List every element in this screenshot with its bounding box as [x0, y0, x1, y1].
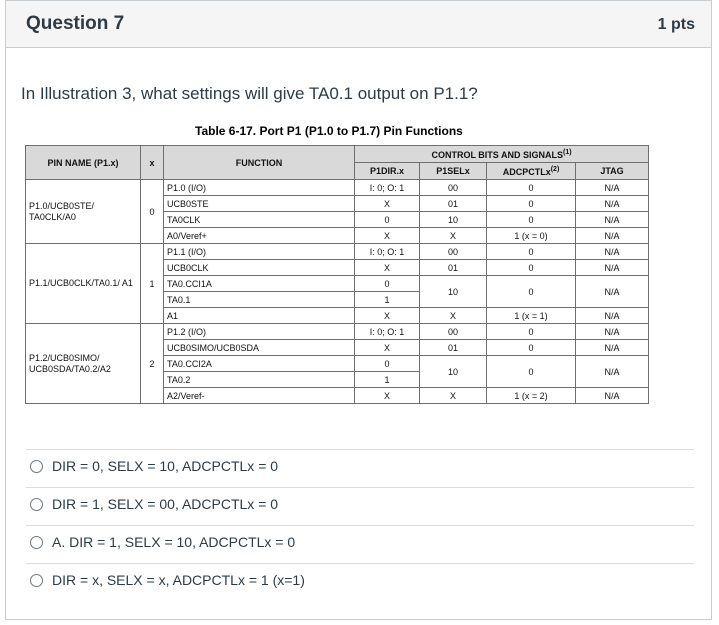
adc-cell: 0	[487, 276, 576, 308]
header-control-bits: CONTROL BITS AND SIGNALS$^{(1)}$	[355, 146, 649, 163]
jtag-cell: N/A	[576, 356, 649, 388]
question-header	[6, 1, 711, 48]
dir-cell: 0	[355, 276, 420, 292]
header-jtag: JTAG	[576, 163, 649, 180]
jtag-cell: N/A	[576, 388, 649, 404]
sel-cell: X	[420, 388, 487, 404]
dir-cell: X	[355, 228, 420, 244]
function-cell: P1.2 (I/O)	[164, 324, 355, 340]
jtag-cell: N/A	[576, 228, 649, 244]
table-caption: Table 6-17. Port P1 (P1.0 to P1.7) Pin Functions	[195, 124, 463, 138]
pin-function-table	[25, 145, 650, 407]
header-x: x	[141, 146, 164, 180]
function-cell: A0/Veref+	[164, 228, 355, 244]
x-cell: 2	[141, 324, 164, 404]
jtag-cell: N/A	[576, 308, 649, 324]
radio-button[interactable]	[30, 460, 43, 473]
sel-cell: 01	[420, 196, 487, 212]
dir-cell: 1	[355, 292, 420, 308]
adc-cell: 0	[487, 260, 576, 276]
jtag-cell: N/A	[576, 180, 649, 196]
answer-option-1[interactable]	[30, 455, 278, 477]
sel-cell: 01	[420, 340, 487, 356]
jtag-cell: N/A	[576, 324, 649, 340]
sel-cell: 00	[420, 324, 487, 340]
adc-cell: 0	[487, 324, 576, 340]
sel-cell: 10	[420, 276, 487, 308]
radio-button[interactable]	[30, 498, 43, 511]
dir-cell: X	[355, 196, 420, 212]
sel-cell: X	[420, 228, 487, 244]
function-cell: UCB0STE	[164, 196, 355, 212]
adc-cell: 0	[487, 244, 576, 260]
divider	[26, 449, 694, 450]
x-cell: 1	[141, 244, 164, 324]
jtag-cell: N/A	[576, 260, 649, 276]
divider	[26, 563, 694, 564]
answer-option-3[interactable]	[30, 531, 295, 553]
divider	[26, 525, 694, 526]
header-function: FUNCTION	[164, 146, 355, 180]
dir-cell: I: 0; O: 1	[355, 244, 420, 260]
header-pin-name: PIN NAME (P1.x)	[26, 146, 141, 180]
jtag-cell: N/A	[576, 276, 649, 308]
jtag-cell: N/A	[576, 196, 649, 212]
pin-name-cell: P1.0/UCB0STE/ TA0CLK/A0	[26, 180, 141, 244]
answer-option-4[interactable]	[30, 569, 305, 591]
table-row	[26, 324, 649, 340]
dir-cell: X	[355, 308, 420, 324]
table-row	[26, 180, 649, 196]
header-p1sel: P1SELx	[420, 163, 487, 180]
answer-option-2[interactable]	[30, 493, 278, 515]
sel-cell: X	[420, 308, 487, 324]
function-cell: TA0CLK	[164, 212, 355, 228]
sel-cell: 10	[420, 212, 487, 228]
question-points: 1 pts	[657, 16, 695, 33]
adc-cell: 0	[487, 196, 576, 212]
sel-cell: 10	[420, 356, 487, 388]
adc-cell: 1 (x = 1)	[487, 308, 576, 324]
jtag-cell: N/A	[576, 244, 649, 260]
sel-cell: 00	[420, 244, 487, 260]
divider	[26, 487, 694, 488]
dir-cell: 1	[355, 372, 420, 388]
radio-button[interactable]	[30, 536, 43, 549]
dir-cell: 0	[355, 212, 420, 228]
header-adcpctl: ADCPCTLx$^{(2)}$	[487, 163, 576, 180]
function-cell: TA0.2	[164, 372, 355, 388]
dir-cell: I: 0; O: 1	[355, 180, 420, 196]
adc-cell: 0	[487, 180, 576, 196]
question-title: Question 7	[26, 13, 125, 34]
jtag-cell: N/A	[576, 340, 649, 356]
header-p1dir: P1DIR.x	[355, 163, 420, 180]
dir-cell: I: 0; O: 1	[355, 324, 420, 340]
sel-cell: 01	[420, 260, 487, 276]
function-cell: UCB0SIMO/UCB0SDA	[164, 340, 355, 356]
dir-cell: X	[355, 388, 420, 404]
adc-cell: 0	[487, 340, 576, 356]
answer-label: A. DIR = 1, SELX = 10, ADCPCTLx = 0	[52, 534, 296, 550]
question-text: In Illustration 3, what settings will give TA0.1 output on P1.1?	[21, 84, 478, 103]
dir-cell: X	[355, 260, 420, 276]
function-cell: TA0.1	[164, 292, 355, 308]
pin-name-cell: P1.2/UCB0SIMO/ UCB0SDA/TA0.2/A2	[26, 324, 141, 404]
adc-cell: 1 (x = 0)	[487, 228, 576, 244]
function-cell: A1	[164, 308, 355, 324]
function-cell: UCB0CLK	[164, 260, 355, 276]
function-cell: A2/Veref-	[164, 388, 355, 404]
answer-label: DIR = 0, SELX = 10, ADCPCTLx = 0	[52, 458, 279, 474]
table-row	[26, 244, 649, 260]
jtag-cell: N/A	[576, 212, 649, 228]
adc-cell: 0	[487, 356, 576, 388]
answer-label: DIR = 1, SELX = 00, ADCPCTLx = 0	[52, 496, 279, 512]
sel-cell: 00	[420, 180, 487, 196]
dir-cell: 0	[355, 356, 420, 372]
function-cell: P1.0 (I/O)	[164, 180, 355, 196]
adc-cell: 1 (x = 2)	[487, 388, 576, 404]
function-cell: TA0.CCI1A	[164, 276, 355, 292]
function-cell: P1.1 (I/O)	[164, 244, 355, 260]
x-cell: 0	[141, 180, 164, 244]
dir-cell: X	[355, 340, 420, 356]
function-cell: TA0.CCI2A	[164, 356, 355, 372]
adc-cell: 0	[487, 212, 576, 228]
radio-button[interactable]	[30, 574, 43, 587]
answer-label: DIR = x, SELX = x, ADCPCTLx = 1 (x=1)	[52, 572, 305, 588]
pin-name-cell: P1.1/UCB0CLK/TA0.1/ A1	[26, 244, 141, 324]
